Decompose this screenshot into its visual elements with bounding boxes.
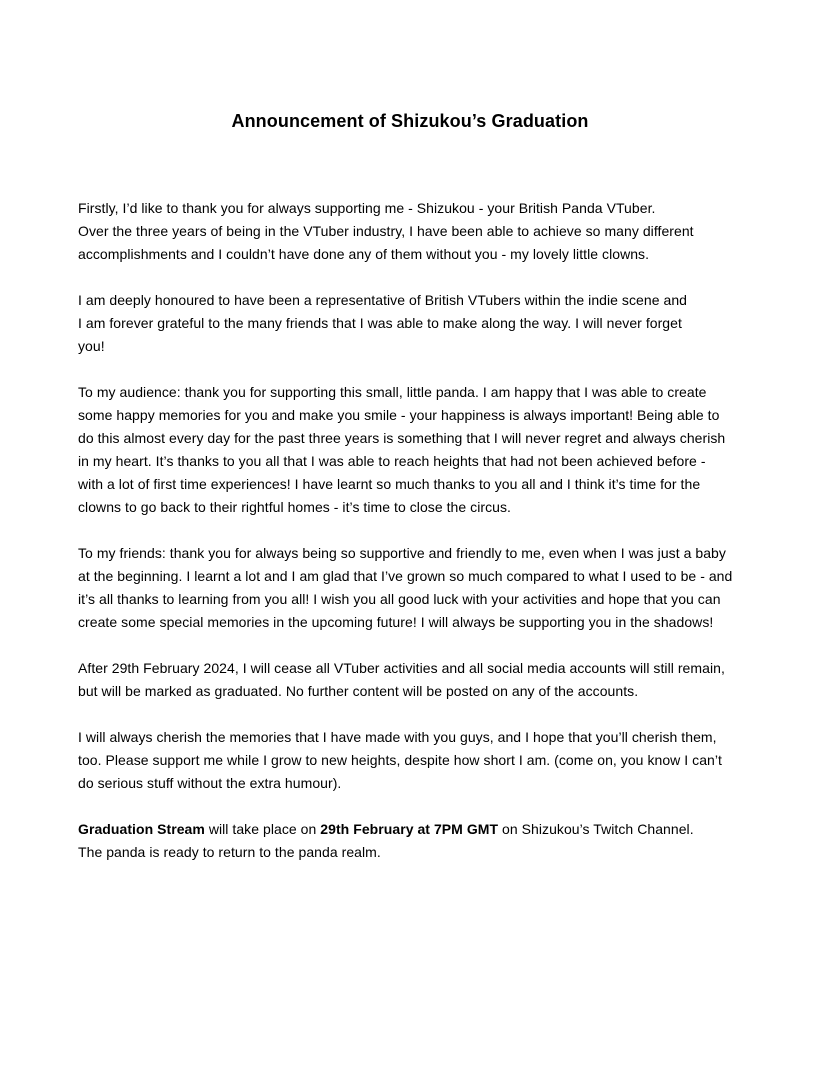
document-title: Announcement of Shizukou’s Graduation [231,111,589,131]
text-line: After 29th February 2024, I will cease all VTuber activities and all social media accounts will still remain, [78,660,725,676]
stream-date-time: 29th February at 7PM GMT [320,821,499,837]
paragraph-cherish [78,726,758,795]
text-line: some happy memories for you and make you smile - your happiness is always important! Being able to [78,407,720,423]
text-line: clowns to go back to their rightful homes - it’s time to close the circus. [78,499,511,515]
stream-label: Graduation Stream [78,821,205,837]
text-line: but will be marked as graduated. No further content will be posted on any of the accounts. [78,683,639,699]
paragraph-friends [78,542,758,634]
paragraph-honoured [78,289,758,358]
text-line: create some special memories in the upcoming future! I will always be supporting you in the shadows! [78,614,714,630]
text-line: Over the three years of being in the VTuber industry, I have been able to achieve so many different [78,223,694,239]
stream-mid-text: will take place on [204,821,321,837]
text-line: do serious stuff without the extra humour). [78,775,342,791]
paragraph-graduation-stream [78,818,758,864]
text-line: you! [78,338,105,354]
text-line: at the beginning. I learnt a lot and I am glad that I’ve grown so much compared to what I used to be - and [78,568,733,584]
document-body [78,197,758,887]
paragraph-audience [78,381,758,519]
text-line: too. Please support me while I grow to new heights, despite how short I am. (come on, you know I can’t [78,752,722,768]
text-line: do this almost every day for the past three years is something that I will never regret and always cherish [78,430,726,446]
text-line: in my heart. It’s thanks to you all that I was able to reach heights that had not been achieved before - [78,453,706,469]
paragraph-cease-activities [78,657,758,703]
text-line: I am forever grateful to the many friends that I was able to make along the way. I will never forget [78,315,682,331]
stream-info-line [78,818,758,841]
text-line: To my audience: thank you for supporting this small, little panda. I am happy that I was able to create [78,384,707,400]
text-line: accomplishments and I couldn’t have done any of them without you - my lovely little clowns. [78,246,650,262]
stream-end-text: on Shizukou’s Twitch Channel. [498,821,694,837]
text-line: I will always cherish the memories that I have made with you guys, and I hope that you’ll cherish them, [78,729,717,745]
text-line: it’s all thanks to learning from you all! I wish you all good luck with your activities and hope that you can [78,591,721,607]
text-line: I am deeply honoured to have been a representative of British VTubers within the indie scene and [78,292,687,308]
paragraph-thanks [78,197,758,266]
text-line: Firstly, I’d like to thank you for always supporting me - Shizukou - your British Panda VTuber. [78,200,656,216]
text-line: To my friends: thank you for always being so supportive and friendly to me, even when I was just a baby [78,545,726,561]
final-line: The panda is ready to return to the panda realm. [78,844,381,860]
text-line: with a lot of first time experiences! I have learnt so much thanks to you all and I think it’s time for the [78,476,701,492]
